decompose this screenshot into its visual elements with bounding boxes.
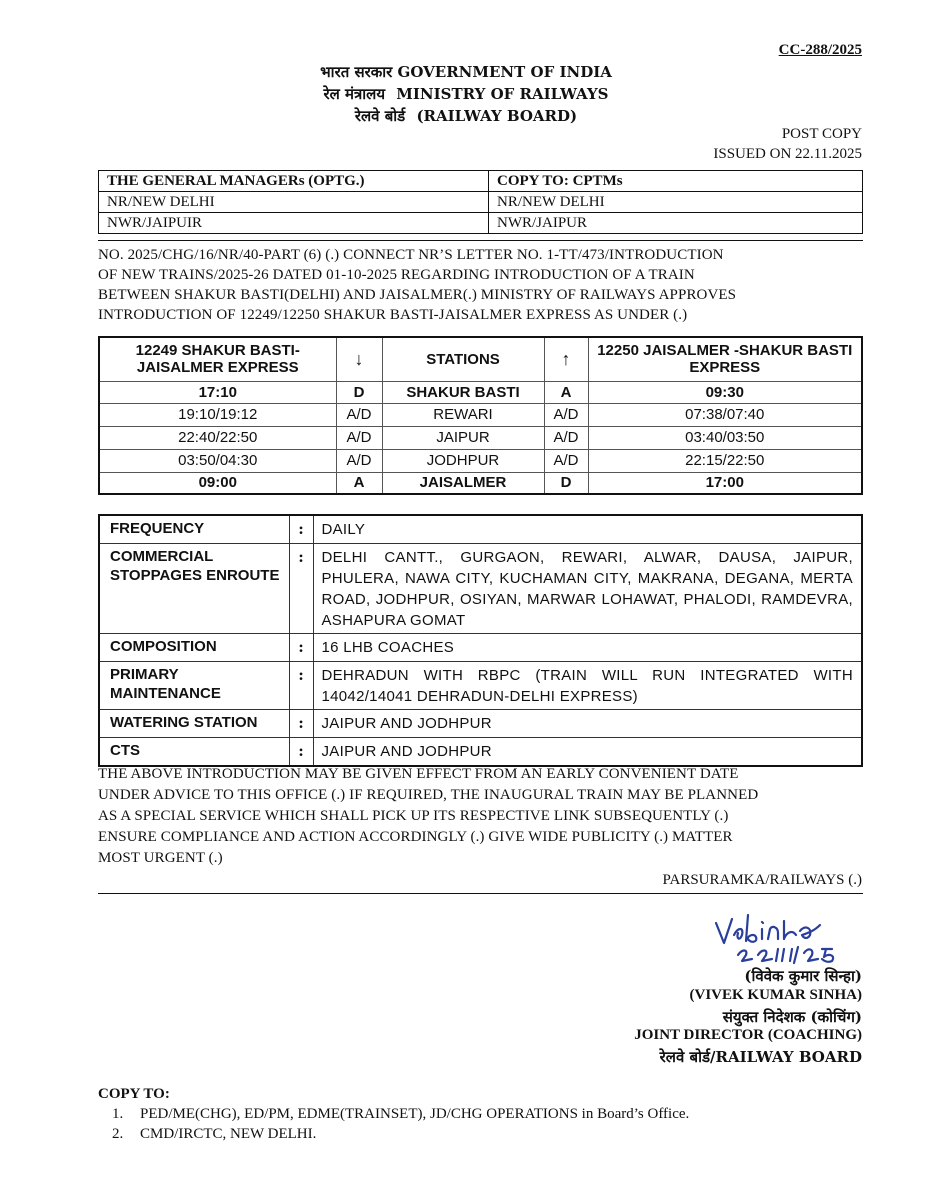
- down-time: 09:00: [99, 472, 336, 494]
- detail-label: PRIMARY MAINTENANCE: [99, 662, 289, 710]
- timetable-row: [99, 426, 862, 449]
- timetable-row: [99, 449, 862, 472]
- detail-value: JAIPUR AND JODHPUR: [313, 738, 862, 767]
- detail-label: COMPOSITION: [99, 634, 289, 662]
- detail-row: [99, 515, 862, 544]
- detail-label: FREQUENCY: [99, 515, 289, 544]
- post-copy-label: POST COPY: [781, 126, 862, 142]
- sender-line: PARSURAMKA/RAILWAYS (.): [662, 872, 862, 888]
- header-english-board: (RAILWAY BOARD): [416, 107, 578, 125]
- closing-line: MOST URGENT (.): [98, 850, 223, 866]
- detail-colon: :: [289, 738, 313, 767]
- copy-to-item: [112, 1126, 316, 1143]
- addressee-to-cell: NWR/JAIPUIR: [99, 213, 489, 234]
- intro-line: BETWEEN SHAKUR BASTI(DELHI) AND JAISALMER(.) MINISTRY OF RAILWAYS APPROVES: [98, 287, 737, 303]
- closing-line: ENSURE COMPLIANCE AND ACTION ACCORDINGLY (.) GIVE WIDE PUBLICITY (.) MATTER: [98, 829, 733, 845]
- signatory-name-english: (VIVEK KUMAR SINHA): [689, 987, 862, 1003]
- issued-date: ISSUED ON 22.11.2025: [713, 146, 862, 162]
- detail-value: JAIPUR AND JODHPUR: [313, 710, 862, 738]
- addressee-copy-header: COPY TO: CPTMs: [489, 171, 863, 192]
- detail-row: [99, 710, 862, 738]
- signatory-designation-hindi: संयुक्त निदेशक (कोचिंग): [722, 1008, 862, 1026]
- train-details-table: [98, 514, 863, 767]
- intro-line: NO. 2025/CHG/16/NR/40-PART (6) (.) CONNECT NR’S LETTER NO. 1-TT/473/INTRODUCTION: [98, 247, 724, 263]
- station-name: JAIPUR: [382, 426, 544, 449]
- header-hindi-government: भारत सरकार: [320, 63, 393, 81]
- closing-line: THE ABOVE INTRODUCTION MAY BE GIVEN EFFECT FROM AN EARLY CONVENIENT DATE: [98, 766, 739, 782]
- closing-line: UNDER ADVICE TO THIS OFFICE (.) IF REQUIRED, THE INAUGURAL TRAIN MAY BE PLANNED: [98, 787, 759, 803]
- handwritten-signature: [708, 905, 868, 965]
- divider-line: [98, 240, 863, 241]
- detail-colon: :: [289, 662, 313, 710]
- addressee-to-header: THE GENERAL MANAGERs (OPTG.): [99, 171, 489, 192]
- detail-value: 16 LHB COACHES: [313, 634, 862, 662]
- down-time: 17:10: [99, 381, 336, 403]
- down-code: A/D: [336, 403, 382, 426]
- station-name: JODHPUR: [382, 449, 544, 472]
- detail-row: [99, 662, 862, 710]
- up-time: 22:15/22:50: [588, 449, 862, 472]
- detail-colon: :: [289, 544, 313, 634]
- copy-to-number: 2.: [112, 1126, 124, 1142]
- intro-paragraph: [98, 245, 863, 325]
- addressee-table: [98, 170, 863, 234]
- down-time: 03:50/04:30: [99, 449, 336, 472]
- intro-line: INTRODUCTION OF 12249/12250 SHAKUR BASTI-JAISALMER EXPRESS AS UNDER (.): [98, 307, 688, 323]
- up-code: A/D: [544, 426, 588, 449]
- header-line-government: [0, 62, 932, 82]
- addressee-copy-cell: NR/NEW DELHI: [489, 192, 863, 213]
- up-code: A: [544, 381, 588, 403]
- header-hindi-board: रेलवे बोर्ड: [354, 107, 406, 125]
- down-code: A/D: [336, 426, 382, 449]
- detail-label: WATERING STATION: [99, 710, 289, 738]
- down-time: 19:10/19:12: [99, 403, 336, 426]
- detail-row: [99, 738, 862, 767]
- up-code: D: [544, 472, 588, 494]
- copy-to-item: [112, 1106, 689, 1123]
- up-train-header: 12250 JAISALMER -SHAKUR BASTI EXPRESS: [588, 337, 862, 381]
- up-time: 07:38/07:40: [588, 403, 862, 426]
- header-english-government: GOVERNMENT OF INDIA: [397, 63, 612, 81]
- detail-row: [99, 634, 862, 662]
- signatory-name-hindi: (विवेक कुमार सिन्हा): [744, 967, 862, 985]
- header-line-ministry: [0, 84, 932, 104]
- up-time: 03:40/03:50: [588, 426, 862, 449]
- detail-value: DEHRADUN WITH RBPC (TRAIN WILL RUN INTEGRATED WITH 14042/14041 DEHRADUN-DELHI EXPRESS): [313, 662, 862, 710]
- detail-value: DAILY: [313, 515, 862, 544]
- station-name: REWARI: [382, 403, 544, 426]
- copy-to-title: COPY TO:: [98, 1086, 170, 1102]
- detail-colon: :: [289, 710, 313, 738]
- timetable: [98, 336, 863, 495]
- up-code: A/D: [544, 403, 588, 426]
- up-code: A/D: [544, 449, 588, 472]
- up-time: 09:30: [588, 381, 862, 403]
- detail-colon: :: [289, 515, 313, 544]
- timetable-row: [99, 472, 862, 494]
- up-time: 17:00: [588, 472, 862, 494]
- down-code: D: [336, 381, 382, 403]
- copy-to-number: 1.: [112, 1106, 124, 1122]
- copy-to-text: CMD/IRCTC, NEW DELHI.: [140, 1126, 317, 1142]
- timetable-row: [99, 403, 862, 426]
- divider-line: [98, 893, 863, 894]
- signatory-designation-english: JOINT DIRECTOR (COACHING): [634, 1027, 862, 1043]
- down-time: 22:40/22:50: [99, 426, 336, 449]
- timetable-row: [99, 381, 862, 403]
- up-arrow-icon: ↑: [544, 337, 588, 381]
- down-code: A: [336, 472, 382, 494]
- copy-to-text: PED/ME(CHG), ED/PM, EDME(TRAINSET), JD/CHG OPERATIONS in Board’s Office.: [140, 1106, 690, 1122]
- detail-colon: :: [289, 634, 313, 662]
- station-name: SHAKUR BASTI: [382, 381, 544, 403]
- signatory-office: रेलवे बोर्ड/RAILWAY BOARD: [659, 1048, 862, 1066]
- addressee-to-cell: NR/NEW DELHI: [99, 192, 489, 213]
- reference-number: CC-288/2025: [778, 42, 862, 58]
- header-line-board: [0, 106, 932, 126]
- addressee-copy-cell: NWR/JAIPUR: [489, 213, 863, 234]
- detail-label: CTS: [99, 738, 289, 767]
- down-train-header: 12249 SHAKUR BASTI-JAISALMER EXPRESS: [99, 337, 336, 381]
- header-hindi-ministry: रेल मंत्रालय: [323, 85, 386, 103]
- down-code: A/D: [336, 449, 382, 472]
- station-name: JAISALMER: [382, 472, 544, 494]
- detail-value: DELHI CANTT., GURGAON, REWARI, ALWAR, DAUSA, JAIPUR, PHULERA, NAWA CITY, KUCHAMAN CITY, MAKRANA, DEGANA, MERTA ROAD, JODHPUR, OSIYAN, MARWAR LOHAWAT, PHALODI, RAMDEVRA, ASHAPURA GOMAT: [313, 544, 862, 634]
- down-arrow-icon: ↓: [336, 337, 382, 381]
- header-english-ministry: MINISTRY OF RAILWAYS: [396, 85, 609, 103]
- detail-row: [99, 544, 862, 634]
- closing-paragraph: [98, 764, 863, 869]
- intro-line: OF NEW TRAINS/2025-26 DATED 01-10-2025 REGARDING INTRODUCTION OF A TRAIN: [98, 267, 695, 283]
- closing-line: AS A SPECIAL SERVICE WHICH SHALL PICK UP ITS RESPECTIVE LINK SUBSEQUENTLY (.): [98, 808, 729, 824]
- detail-label: COMMERCIAL STOPPAGES ENROUTE: [99, 544, 289, 634]
- stations-header: STATIONS: [382, 337, 544, 381]
